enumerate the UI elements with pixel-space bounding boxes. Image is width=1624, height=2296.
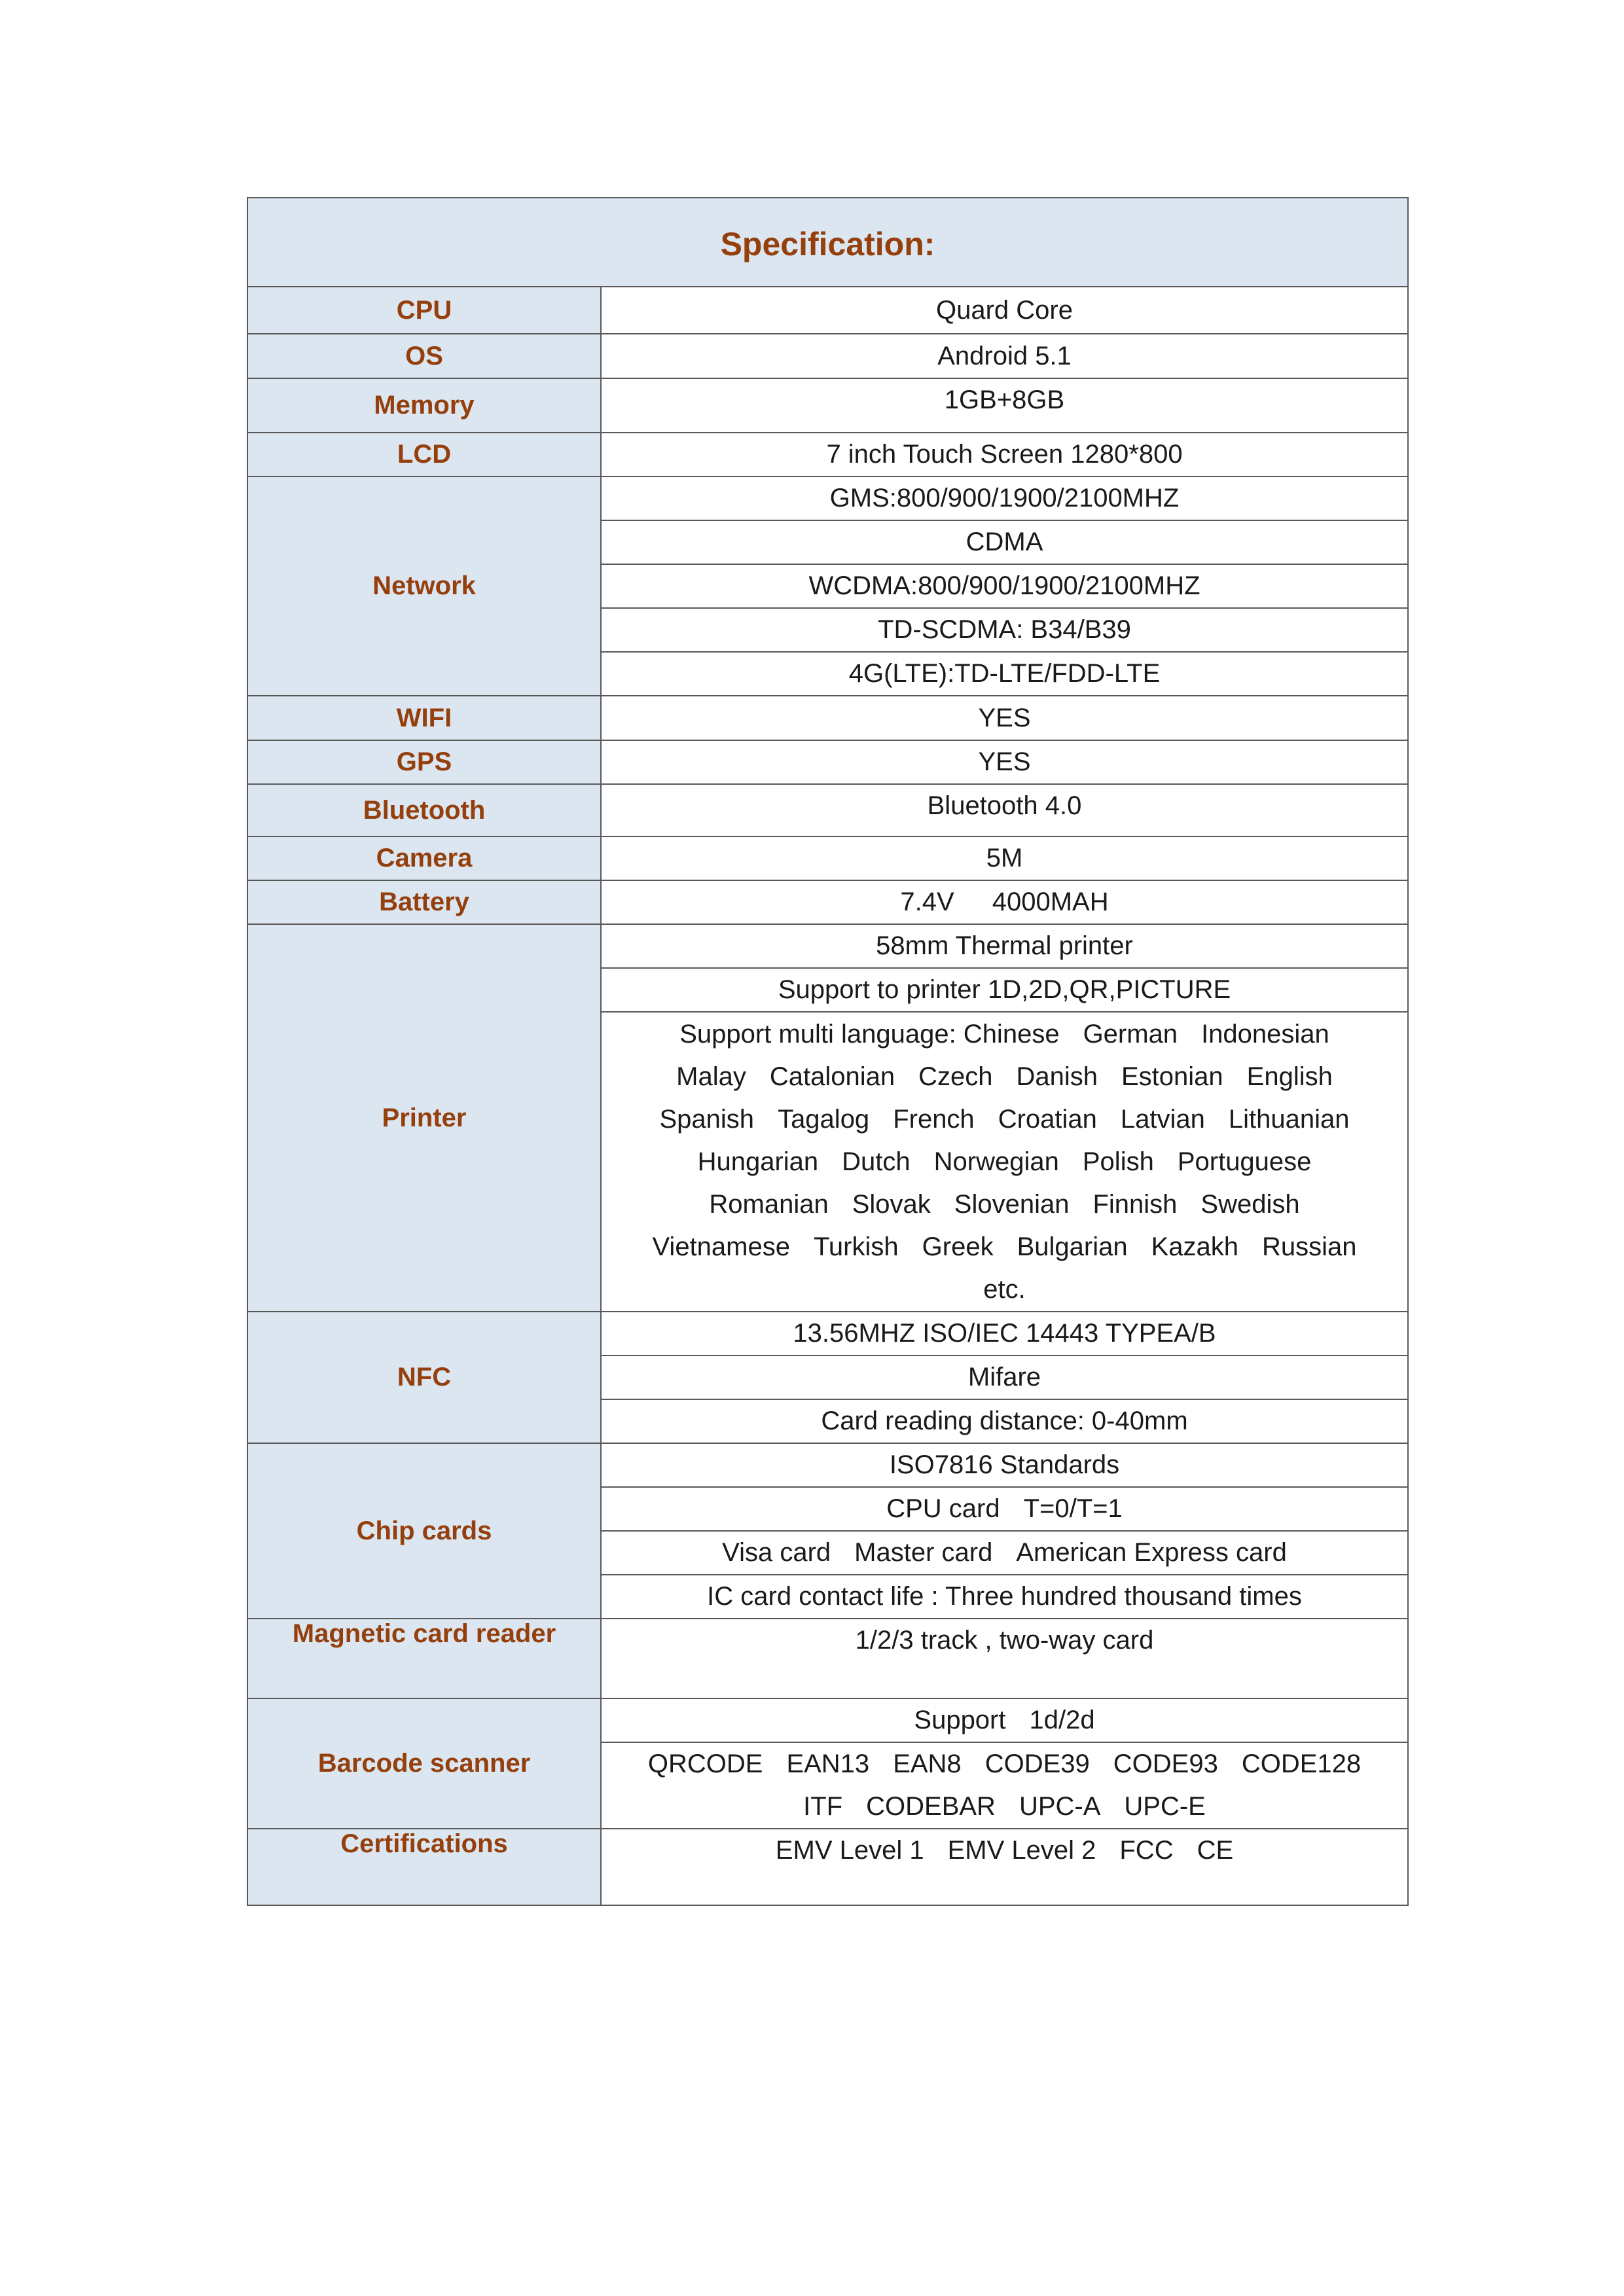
barcode-support-item: Support [914,1706,1006,1734]
language-item: Turkish [813,1232,899,1261]
language-item: Swedish [1200,1189,1300,1219]
language-item: Catalonian [769,1062,895,1091]
os-value: Android 5.1 [601,334,1408,378]
language-item: English [1246,1062,1333,1091]
language-item: Kazakh [1151,1232,1239,1261]
table-row [247,1698,1408,1742]
barcode-code: CODE39 [984,1749,1090,1778]
language-item: Polish [1082,1147,1154,1176]
memory-label: Memory [247,378,601,433]
language-line [628,1183,1381,1226]
language-item: Vietnamese [652,1232,790,1261]
magnetic-value: 1/2/3 track , two-way card [601,1619,1408,1698]
table-row [247,1829,1408,1905]
table-row [247,784,1408,836]
chip-iso-value: ISO7816 Standards [601,1443,1408,1487]
chip-cpu-card-item: CPU card [886,1494,1000,1523]
language-item: Norwegian [933,1147,1059,1176]
table-row [247,476,1408,520]
table-row [247,924,1408,968]
gps-value: YES [601,740,1408,784]
table-row [247,1619,1408,1698]
language-line [628,1098,1381,1141]
language-item: Bulgarian [1017,1232,1128,1261]
language-item: Lithuanian [1228,1104,1350,1134]
battery-value [601,880,1408,924]
certification-item: EMV Level 1 [775,1836,924,1865]
certifications-value [601,1829,1408,1905]
table-title: Specification: [247,198,1408,287]
lcd-value: 7 inch Touch Screen 1280*800 [601,433,1408,476]
language-item: Croatian [998,1104,1097,1134]
battery-capacity: 4000MAH [992,888,1109,916]
language-item: Dutch [842,1147,911,1176]
language-item: Romanian [709,1189,829,1219]
nfc-value: Mifare [601,1355,1408,1399]
language-item: Slovak [852,1189,931,1219]
table-row [247,1312,1408,1355]
certification-item: EMV Level 2 [947,1836,1096,1865]
language-item: Tagalog [778,1104,870,1134]
memory-value: 1GB+8GB [601,378,1408,433]
battery-voltage: 7.4V [900,888,954,916]
printer-languages [601,1012,1408,1312]
language-item: Finnish [1092,1189,1178,1219]
language-item: Russian [1262,1232,1357,1261]
table-row [247,287,1408,334]
nfc-value: 13.56MHZ ISO/IEC 14443 TYPEA/B [601,1312,1408,1355]
barcode-code: CODE93 [1113,1749,1218,1778]
certifications-label: Certifications [247,1829,601,1905]
barcode-codes-line [602,1785,1407,1828]
barcode-support-value [601,1698,1408,1742]
lcd-label: LCD [247,433,601,476]
bluetooth-label: Bluetooth [247,784,601,836]
network-value: GMS:800/900/1900/2100MHZ [601,476,1408,520]
language-item: Indonesian [1201,1019,1329,1049]
table-row [247,696,1408,740]
network-label: Network [247,476,601,696]
language-line [628,1013,1381,1056]
table-row [247,836,1408,880]
language-item: Hungarian [697,1147,819,1176]
printer-label: Printer [247,924,601,1312]
barcode-code: EAN13 [786,1749,870,1778]
barcode-support-item: 1d/2d [1029,1706,1095,1734]
language-item: Estonian [1121,1062,1223,1091]
table-row [247,1443,1408,1487]
os-label: OS [247,334,601,378]
barcode-label: Barcode scanner [247,1698,601,1829]
gps-label: GPS [247,740,601,784]
barcode-codes-value [601,1742,1408,1829]
printer-value: Support to printer 1D,2D,QR,PICTURE [601,968,1408,1012]
table-row [247,740,1408,784]
barcode-code: CODEBAR [866,1792,996,1821]
certification-item: CE [1197,1836,1234,1865]
table-row [247,880,1408,924]
chip-cpu-card-value [601,1487,1408,1531]
chip-brands-value [601,1531,1408,1575]
language-item: Support multi language: Chinese [679,1019,1060,1049]
language-item: Spanish [659,1104,755,1134]
barcode-code: ITF [803,1792,843,1821]
language-item: Czech [918,1062,993,1091]
network-value: TD-SCDMA: B34/B39 [601,608,1408,652]
nfc-value: Card reading distance: 0-40mm [601,1399,1408,1443]
language-line [628,1141,1381,1183]
bluetooth-value: Bluetooth 4.0 [601,784,1408,836]
language-item: Portuguese [1177,1147,1312,1176]
language-item: French [893,1104,975,1134]
cpu-value: Quard Core [601,287,1408,334]
wifi-value: YES [601,696,1408,740]
specification-table [247,197,1409,1906]
language-line [628,1056,1381,1098]
printer-value: 58mm Thermal printer [601,924,1408,968]
barcode-code: UPC-E [1124,1792,1206,1821]
battery-label: Battery [247,880,601,924]
chip-contact-life-value: IC card contact life : Three hundred thousand times [601,1575,1408,1619]
network-value: WCDMA:800/900/1900/2100MHZ [601,564,1408,608]
card-brand: Master card [854,1538,993,1567]
network-value: 4G(LTE):TD-LTE/FDD-LTE [601,652,1408,696]
barcode-code: UPC-A [1019,1792,1101,1821]
table-row [247,378,1408,433]
language-line [628,1226,1381,1268]
language-item: Danish [1016,1062,1098,1091]
table-row [247,433,1408,476]
wifi-label: WIFI [247,696,601,740]
language-item: Greek [922,1232,994,1261]
chip-cpu-card-item: T=0/T=1 [1023,1494,1123,1523]
barcode-code: CODE128 [1241,1749,1362,1778]
language-item: Latvian [1120,1104,1205,1134]
barcode-code: EAN8 [893,1749,962,1778]
nfc-label: NFC [247,1312,601,1443]
barcode-codes-line [602,1743,1407,1785]
camera-label: Camera [247,836,601,880]
barcode-code: QRCODE [647,1749,763,1778]
magnetic-label: Magnetic card reader [247,1619,601,1698]
cpu-label: CPU [247,287,601,334]
language-item: etc. [983,1274,1026,1304]
title-row [247,198,1408,287]
network-value: CDMA [601,520,1408,564]
chip-cards-label: Chip cards [247,1443,601,1619]
table-row [247,334,1408,378]
language-item: Malay [676,1062,746,1091]
camera-value: 5M [601,836,1408,880]
certification-item: FCC [1119,1836,1174,1865]
language-item: Slovenian [954,1189,1070,1219]
card-brand: Visa card [722,1538,831,1567]
language-line [628,1268,1381,1311]
language-item: German [1083,1019,1178,1049]
card-brand: American Express card [1016,1538,1287,1567]
